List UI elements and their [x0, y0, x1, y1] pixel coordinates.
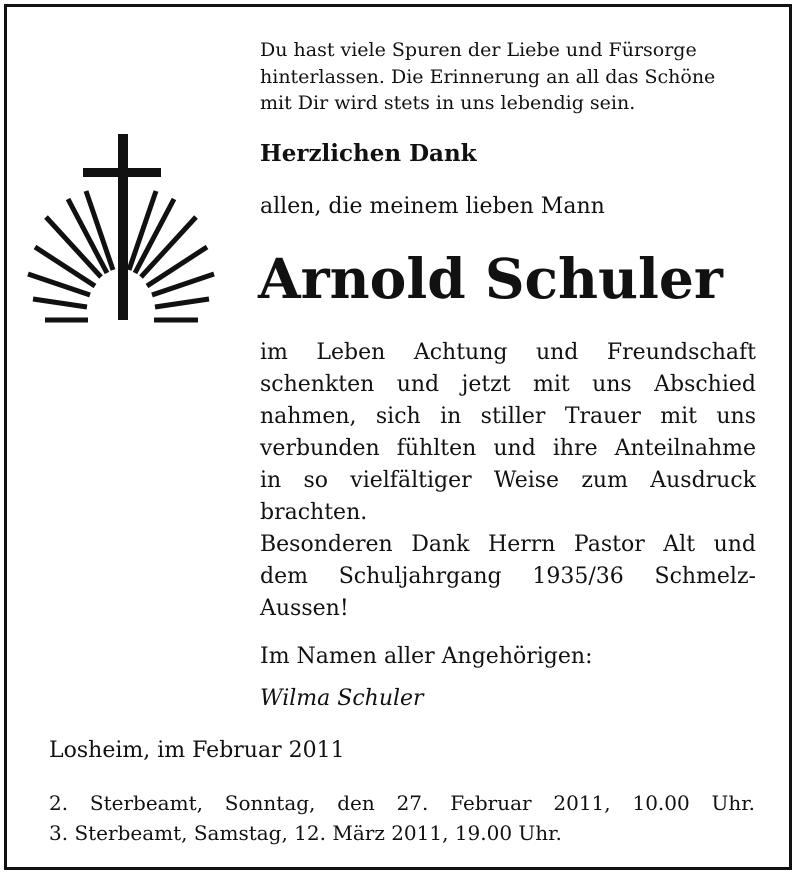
poem-line: Du hast viele Spuren der Liebe und Fürsorge	[260, 39, 697, 61]
deceased-name: Arnold Schuler	[258, 246, 723, 311]
body-line: dem Schuljahrgang 1935/36 Schmelz-	[260, 564, 756, 589]
poem-line: hinterlassen. Die Erinnerung an all das Schöne	[260, 65, 716, 88]
memorial-poem	[260, 37, 760, 117]
body-line: schenkten und jetzt mit uns Abschied	[260, 372, 756, 397]
body-line: Besonderen Dank Herrn Pastor Alt und	[260, 532, 756, 557]
body-line: nahmen, sich in stiller Trauer mit uns	[260, 404, 756, 429]
body-line: verbunden fühlten und ihre Anteilnahme	[260, 436, 756, 461]
body-line: im Leben Achtung und Freundschaft	[260, 340, 756, 365]
family-line: Im Namen aller Angehörigen:	[260, 644, 593, 669]
mass-schedule	[49, 788, 755, 848]
body-line: brachten.	[260, 500, 368, 525]
signature: Wilma Schuler	[260, 686, 424, 711]
body-line: in so vielfältiger Weise zum Ausdruck	[260, 468, 756, 493]
mass-line: 2. Sterbeamt, Sonntag, den 27. Februar 2011, 10.00 Uhr.	[49, 791, 755, 815]
notice-frame	[4, 4, 792, 870]
thanks-body	[260, 337, 756, 625]
place-date: Losheim, im Februar 2011	[49, 738, 345, 763]
cross-with-rays-icon	[17, 129, 227, 329]
body-line: Aussen!	[260, 596, 349, 621]
poem-line: mit Dir wird stets in uns lebendig sein.	[260, 92, 636, 114]
mass-line: 3. Sterbeamt, Samstag, 12. März 2011, 19.00 Uhr.	[49, 821, 562, 845]
thanks-heading: Herzlichen Dank	[260, 140, 477, 167]
thanks-intro: allen, die meinem lieben Mann	[260, 194, 605, 219]
